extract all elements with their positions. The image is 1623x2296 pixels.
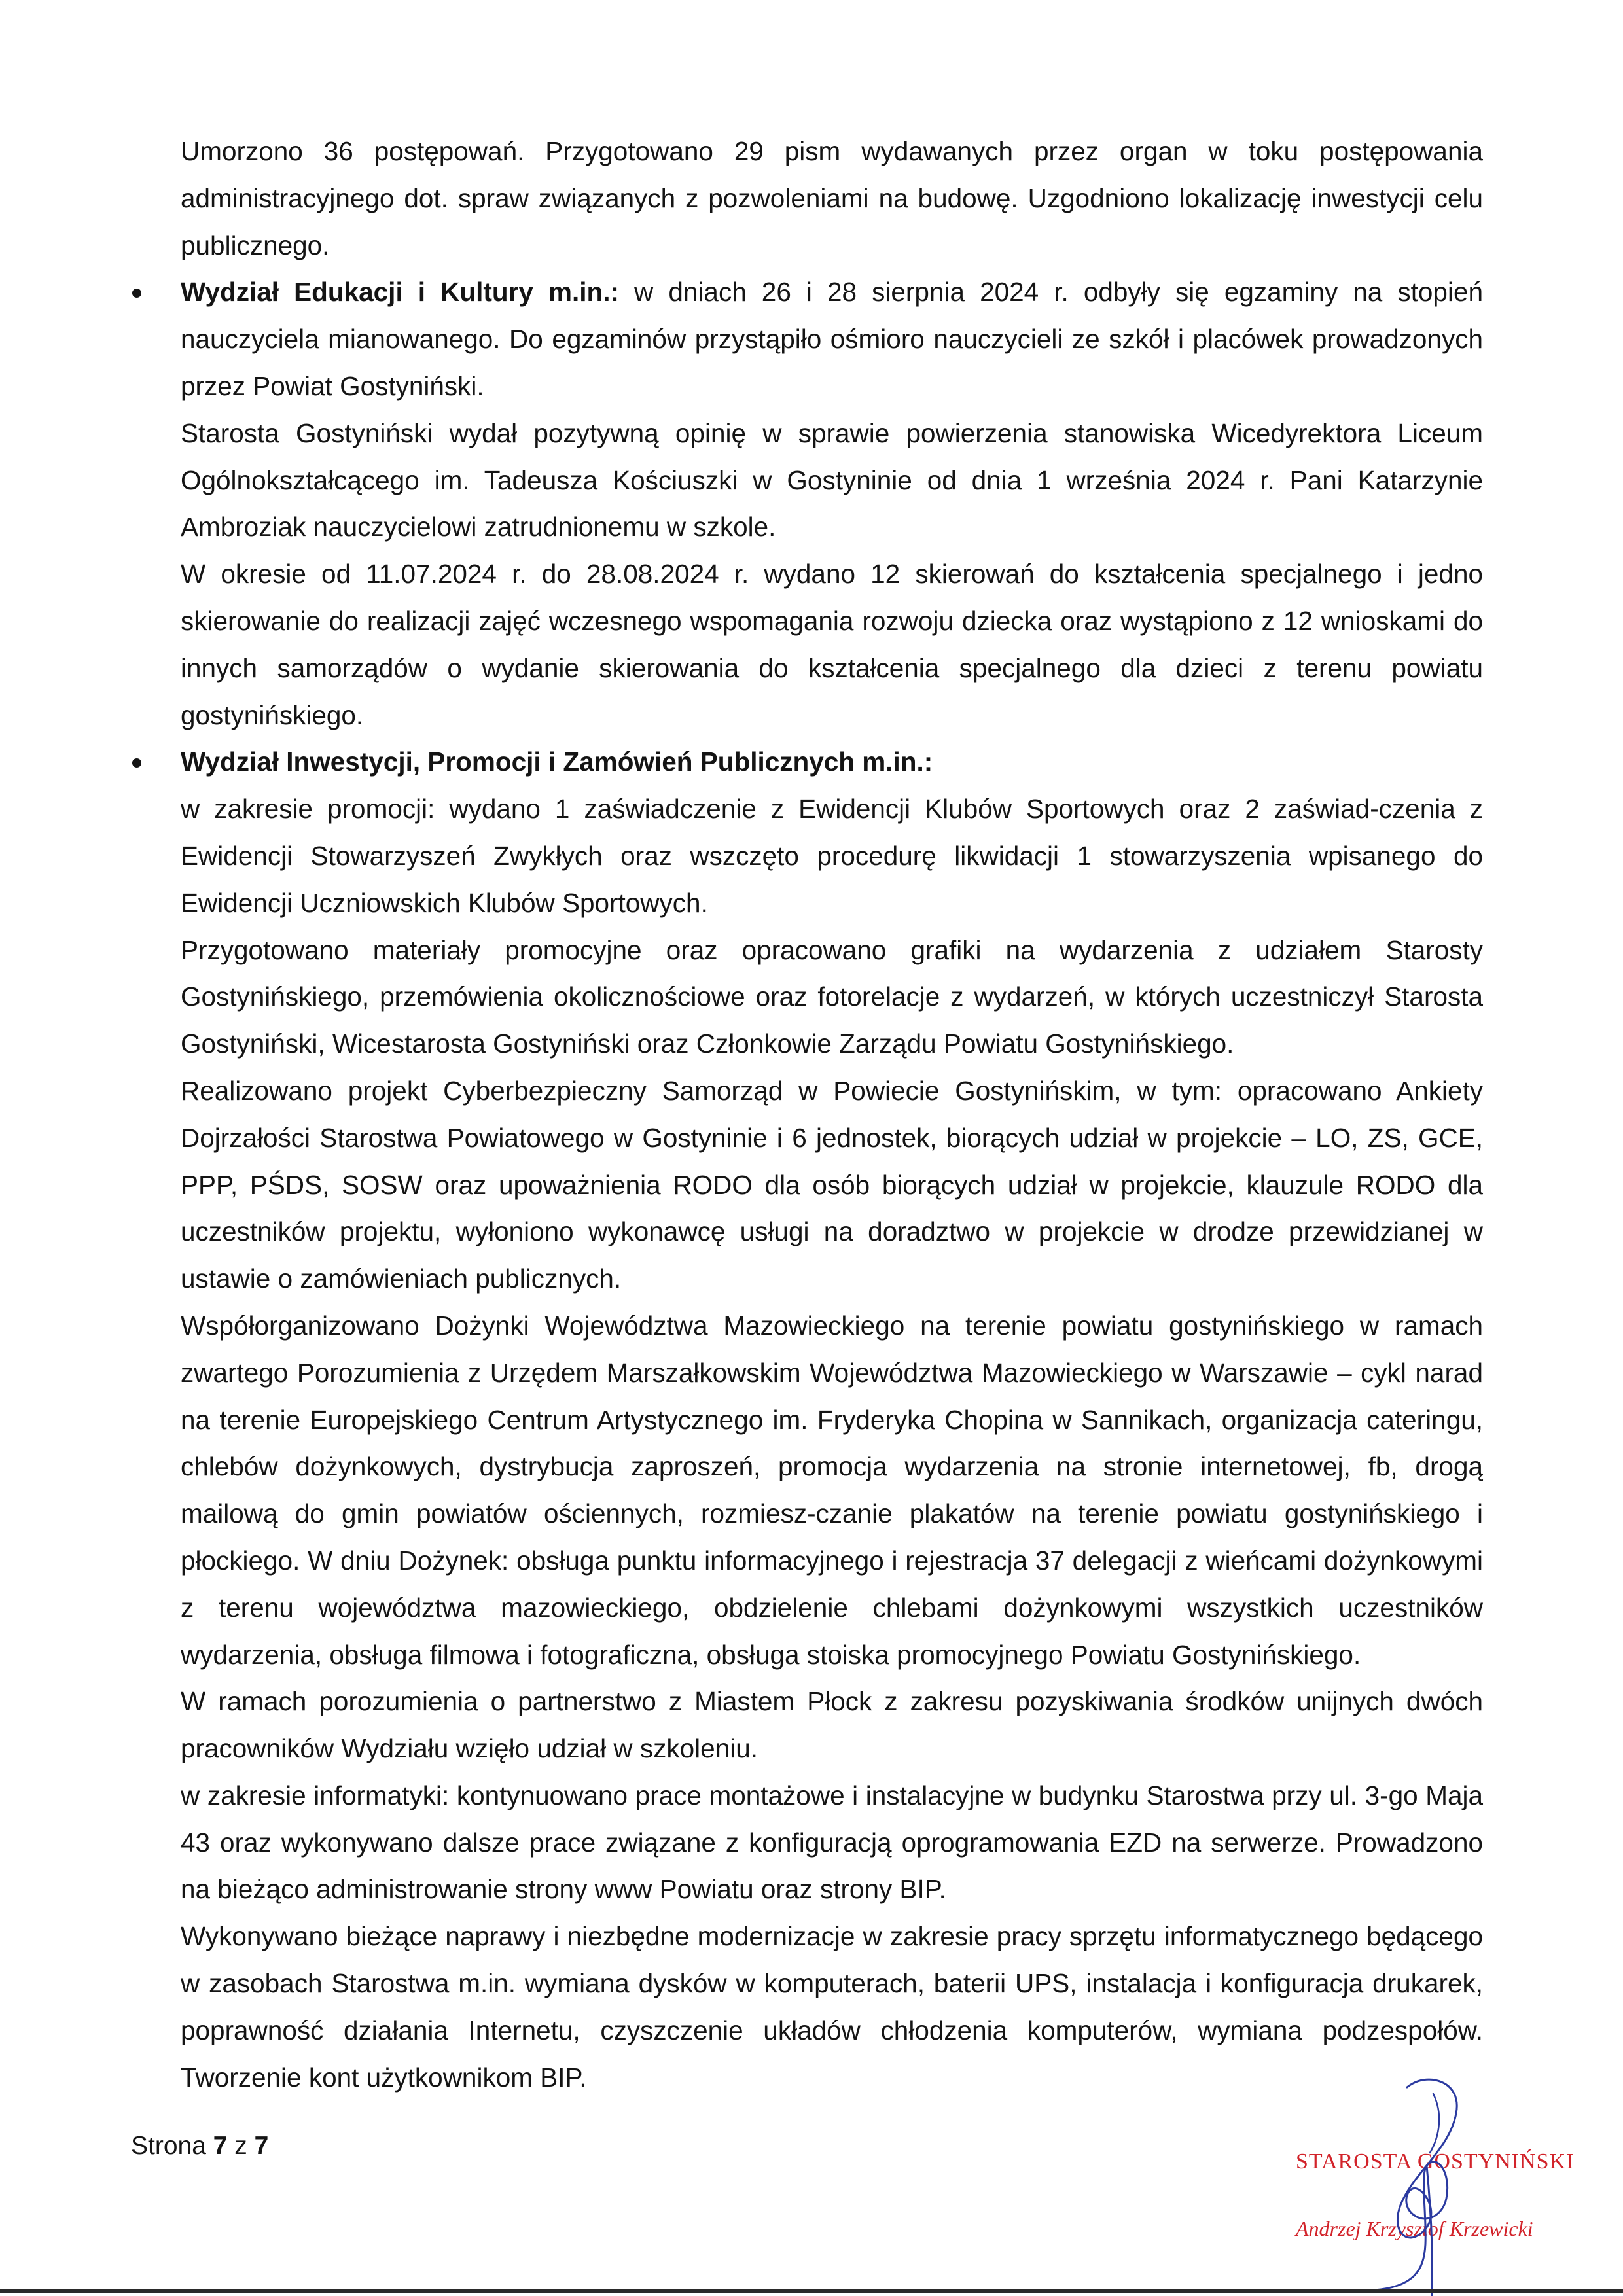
- paragraph-inwestycje-5: W ramach porozumienia o partnerstwo z Miastem Płock z zakresu pozyskiwania środków unijnych dwóch pracowników Wydziału wzięło udział w szkoleniu.: [181, 1686, 1483, 1764]
- stamp-name: Andrzej Krzysztof Krzewicki: [1296, 2217, 1533, 2240]
- signature-stroke-loop: [1430, 2094, 1439, 2153]
- paragraph-inwestycje-3: Realizowano projekt Cyberbezpieczny Samorząd w Powiecie Gostynińskim, w tym: opracowano Ankiety Dojrzałości Starostwa Powiatowego w Gostyninie i 6 jednostek, biorących udział w projekcie – LO, ZS, GCE, PPP, PŚDS, SOSW oraz upoważnienia RODO dla osób biorących udział w projekcie, klauzule RODO dla uczestników projektu, wyłoniono wykonawcę usługi na doradztwo w projekcie w drodze przewidzianej w ustawie o zamówieniach publicznych.: [181, 1075, 1483, 1294]
- paragraph-edukacja-3: W okresie od 11.07.2024 r. do 28.08.2024 r. wydano 12 skierowań do kształcenia specjalnego i jedno skierowanie do realizacji zajęć wczesnego wspomagania rozwoju dziecka oraz wystąpiono z 12 wnioskami do innych samorządów o wydanie skierowania do kształcenia specjalnego dla dzieci z terenu powiatu gostynińskiego.: [181, 559, 1483, 730]
- paragraph-inwestycje-1: w zakresie promocji: wydano 1 zaświadczenie z Ewidencji Klubów Sportowych oraz 2 zaświad-czenia z Ewidencji Stowarzyszeń Zwykłych oraz wszczęto procedurę likwidacji 1 stowarzyszenia wpisanego do Ewidencji Uczniowskich Klubów Sportowych.: [181, 794, 1483, 918]
- bullet-edukacja: [181, 269, 1483, 739]
- bullet-inwestycje: [181, 739, 1483, 2101]
- paragraph-intro: Umorzono 36 postępowań. Przygotowano 29 pism wydawanych przez organ w toku postępowania administracyjnego dot. spraw związanych z pozwoleniami na budowę. Uzgodniono lokalizację inwestycji celu publicznego.: [181, 136, 1483, 260]
- signature-stroke: [1374, 2079, 1457, 2295]
- paragraph-inwestycje-4: Współorganizowano Dożynki Województwa Mazowieckiego na terenie powiatu gostynińskiego w ramach zwartego Porozumienia z Urzędem Marszałkowskim Województwa Mazowieckiego w Warszawie – cykl narad na terenie Europejskiego Centrum Artystycznego im. Fryderyka Chopina w Sannikach, organizacja cateringu, chlebów dożynkowych, dystrybucja zaproszeń, promocja wydarzenia na stronie internetowej, fb, drogą mailową do gmin powiatów ościennych, rozmiesz-czanie plakatów na terenie powiatu gostynińskiego i płockiego. W dniu Dożynek: obsługa punktu informacyjnego i rejestracja 37 delegacji z wieńcami dożynkowymi z terenu województwa mazowieckiego, obdzielenie chlebami dożynkowymi wszystkich uczestników wydarzenia, obsługa filmowa i fotograficzna, obsługa stoiska promocyjnego Powiatu Gostynińskiego.: [181, 1310, 1483, 1670]
- handwritten-signature: [1329, 2074, 1525, 2296]
- page-number-label: Strona: [131, 2132, 206, 2160]
- stamp-title: STAROSTA GOSTYNIŃSKI: [1296, 2149, 1575, 2174]
- page-number-current: 7: [213, 2132, 228, 2160]
- page-number: [131, 2132, 268, 2161]
- bullet-icon: [132, 758, 141, 768]
- paragraph-inwestycje-2: Przygotowano materiały promocyjne oraz opracowano grafiki na wydarzenia z udziałem Starosty Gostynińskiego, przemówienia okolicznościowe oraz fotorelacje z wydarzeń, w których uczestniczył Starosta Gostyniński, Wicestarosta Gostyniński oraz Członkowie Zarządu Powiatu Gostynińskiego.: [181, 934, 1483, 1059]
- document-body: [181, 128, 1483, 2101]
- page-number-total: 7: [254, 2132, 269, 2160]
- section-heading-edukacja: Wydział Edukacji i Kultury m.in.:: [181, 277, 619, 308]
- page-number-separator: z: [234, 2132, 247, 2160]
- paragraph-edukacja-1: [181, 269, 1483, 410]
- bullet-icon: [132, 289, 141, 298]
- paragraph-inwestycje-6: w zakresie informatyki: kontynuowano prace montażowe i instalacyjne w budynku Starostwa przy ul. 3-go Maja 43 oraz wykonywano dalsze prace związane z konfiguracją oprogramowania EZD na serwerze. Prowadzono na bieżąco administrowanie strony www Powiatu oraz strony BIP.: [181, 1780, 1483, 1905]
- paragraph-edukacja-1-text: w dniach 26 i 28 sierpnia 2024 r. odbyły się egzaminy na stopień nauczyciela mianowanego. Do egzaminów przystąpiło ośmioro nauczycieli ze szkół i placówek prowadzonych przez Powiat Gostyniński.: [181, 277, 1484, 401]
- paragraph-inwestycje-7: Wykonywano bieżące naprawy i niezbędne modernizacje w zakresie pracy sprzętu informatycznego będącego w zasobach Starostwa m.in. wymiana dysków w komputerach, baterii UPS, instalacja i konfiguracja drukarek, poprawność działania Internetu, czyszczenie układów chłodzenia komputerów, wymiana podzespołów. Tworzenie kont użytkownikom BIP.: [181, 1921, 1483, 2093]
- scan-bottom-edge: [0, 2289, 1623, 2293]
- paragraph-edukacja-2: Starosta Gostyniński wydał pozytywną opinię w sprawie powierzenia stanowiska Wicedyrektora Liceum Ogólnokształcącego im. Tadeusza Kościuszki w Gostyninie od dnia 1 września 2024 r. Pani Katarzynie Ambroziak nauczycielowi zatrudnionemu w szkole.: [181, 417, 1483, 542]
- section-heading-inwestycje: Wydział Inwestycji, Promocji i Zamówień Publicznych m.in.:: [181, 747, 933, 777]
